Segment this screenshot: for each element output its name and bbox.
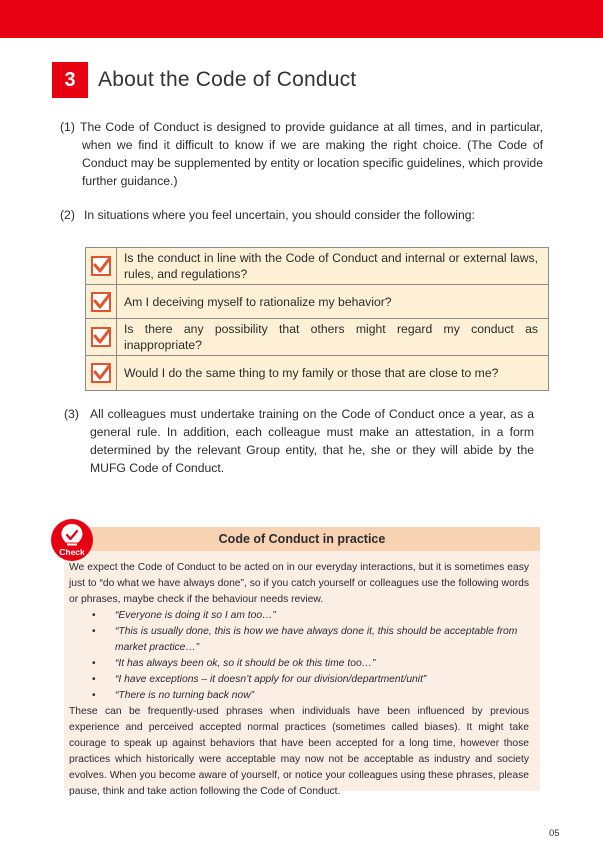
paragraph-2-number: (2) <box>60 208 75 222</box>
check-badge-label: Check <box>59 547 85 557</box>
checklist-row <box>86 319 548 356</box>
paragraph-3-number: (3) <box>64 407 79 421</box>
checklist-text: Would I do the same thing to my family or those that are close to me? <box>124 366 499 380</box>
paragraph-1-text: The Code of Conduct is designed to provide guidance at all times, and in particular, when we find it difficult to know if we are making the right choice. (The Code of Conduct may be supplemented by entity or location specific guidelines, which provide further guidance.) <box>80 120 543 188</box>
lightbulb-check-icon <box>50 518 94 562</box>
section-header <box>52 62 356 98</box>
page-title: About the Code of Conduct <box>98 68 357 91</box>
checklist-text: Is there any possibility that others might regard my conduct as inappropriate? <box>124 322 538 352</box>
checklist-row <box>86 248 548 285</box>
checkbox-icon <box>86 356 117 390</box>
list-item: • “There is no turning back now” <box>112 688 529 704</box>
paragraph-1 <box>60 118 543 190</box>
checkbox-icon <box>86 285 117 318</box>
paragraph-3 <box>64 405 534 477</box>
list-item: • “Everyone is doing it so I am too…” <box>112 608 529 624</box>
paragraph-3-text: All colleagues must undertake training on the Code of Conduct once a year, as a general rule. In addition, each colleague must make an attestation, in a form determined by the relevant Group entity, that he, she or they will abide by the MUFG Code of Conduct. <box>90 407 534 475</box>
list-item: • “It has always been ok, so it should be ok this time too…” <box>112 656 529 672</box>
top-red-bar <box>0 0 603 38</box>
checklist-row <box>86 356 548 390</box>
practice-body <box>69 560 529 800</box>
paragraph-1-number: (1) <box>60 120 75 134</box>
practice-closing: These can be frequently-used phrases when individuals have been influenced by previous experience and perceived accepted normal practices (sometimes called biases). It might take courage to speak up against behaviors that have been accepted for a long time, however those practices which historically were acceptable may now not be acceptable as industry and society evolves. When you become aware of yourself, or notice your colleagues using these phrases, please pause, think and take action following the Code of Conduct. <box>69 706 529 797</box>
checklist-table <box>85 247 549 391</box>
practice-title: Code of Conduct in practice <box>64 527 540 551</box>
checkbox-icon <box>86 319 117 355</box>
paragraph-2-text: In situations where you feel uncertain, you should consider the following: <box>84 208 475 222</box>
list-item: • “This is usually done, this is how we have always done it, this should be acceptable from market practice…” <box>112 624 529 656</box>
phrase-list <box>69 608 529 704</box>
checkbox-icon <box>86 248 117 284</box>
list-item: • “I have exceptions – it doesn’t apply for our division/department/unit” <box>112 672 529 688</box>
practice-intro: We expect the Code of Conduct to be acted on in our everyday interactions, but it is sometimes easy just to “do what we have always done”, so if you catch yourself or colleagues use the following words or phrases, maybe check if the behaviour needs review. <box>69 562 529 605</box>
checklist-text: Am I deceiving myself to rationalize my behavior? <box>124 294 392 309</box>
paragraph-2 <box>60 206 543 224</box>
page-number: 05 <box>549 828 560 839</box>
checklist-text: Is the conduct in line with the Code of Conduct and internal or external laws, rules, and regulations? <box>124 251 538 281</box>
checklist-row <box>86 285 548 319</box>
practice-box <box>64 527 540 797</box>
section-number: 3 <box>52 62 88 98</box>
